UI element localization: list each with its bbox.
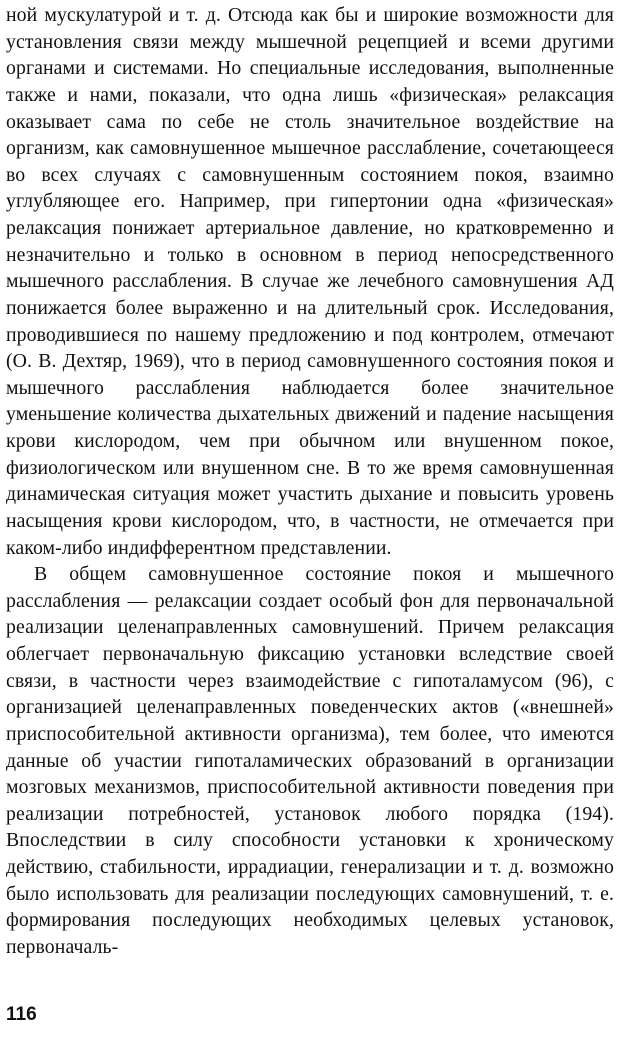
paragraph: В общем самовнушенное состояние покоя и мышечного расслабления — релаксации создает особый фон для первоначальной реализации целенаправленных самовнушений. Причем релаксация облегчает первоначальную фиксацию установки вследствие своей связи, в частности через взаимодействие с гипоталамусом (96), с организацией целенаправленных поведенческих актов («внешней» приспособительной активности организма), тем более, что имеются данные об участии гипоталамических образований в организации мозговых механизмов, приспособительной активности поведения при реализации потребностей, установок любого порядка (194). Впоследствии в силу способности установки к хроническому действию, стабильности, иррадиации, генерализации и т. д. возможно было использовать для реализации последующих самовнушений, т. е. формирования последующих необходимых целевых установок, первоначаль- bbox=[6, 563, 614, 958]
page-body bbox=[6, 2, 614, 961]
paragraph-continued: ной мускулатурой и т. д. Отсюда как бы и широкие возможности для установления связи между мышечной рецепцией и всеми другими органами и системами. Но специальные исследования, выполненные также и нами, показали, что одна лишь «физическая» релаксация оказывает сама по себе не столь значительное воздействие на организм, как самовнушенное мышечное расслабление, сочетающееся во всех случаях с самовнушенным состоянием покоя, взаимно углубляющее его. Например, при гипертонии одна «физическая» релаксация понижает артериальное давление, но кратковременно и незначительно и только в основном в период непосредственного мышечного расслабления. В случае же лечебного самовнушения АД понижается более выраженно и на длительный срок. Исследования, проводившиеся по нашему предложению и под контролем, отмечают (О. В. Дехтяр, 1969), что в период самовнушенного состояния покоя и мышечного расслабления наблюдается более значительное уменьшение количества дыхательных движений и падение насыщения крови кислородом, чем при обычном или внушенном покое, физиологическом или внушенном сне. В то же время самовнушенная динамическая ситуация может участить дыхание и повысить уровень насыщения крови кислородом, что, в частности, не отмечается при каком-либо индифферентном представлении. bbox=[6, 4, 614, 559]
page-number: 116 bbox=[6, 1004, 37, 1025]
